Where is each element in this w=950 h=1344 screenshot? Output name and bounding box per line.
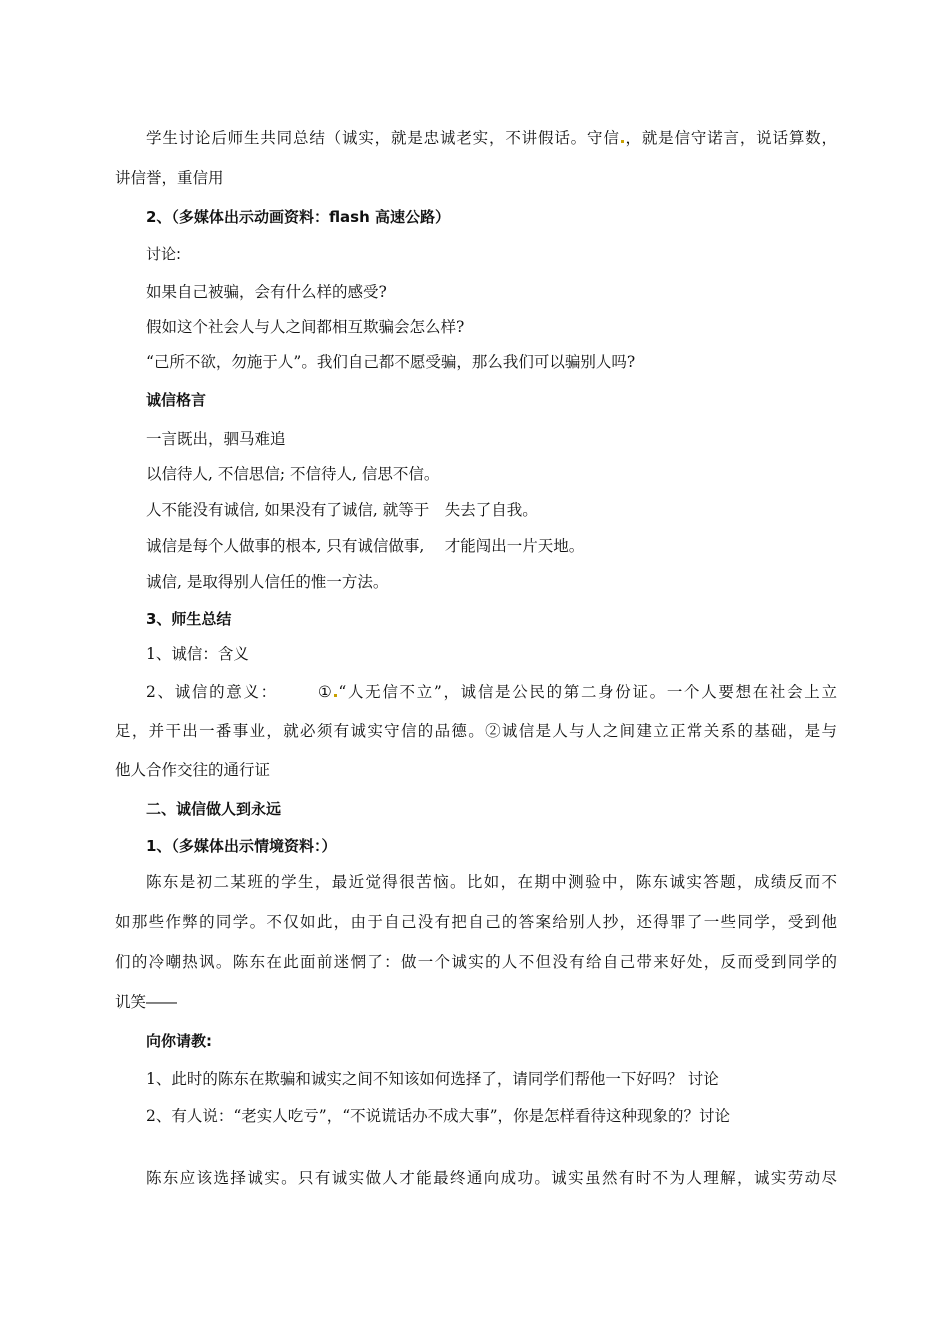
highlight-mark xyxy=(334,694,337,697)
story-line: 如那些作弊的同学。不仅如此，由于自己没有把自己的答案给别人抄，还得罪了一些同学，受到他 xyxy=(115,913,837,931)
maxim-item: 诚信是每个人做事的根本, 只有诚信做事, 才能闯出一片天地。 xyxy=(146,537,585,555)
maxim-item: 一言既出，驷马难追 xyxy=(146,430,286,448)
maxim-item: 以信待人, 不信思信; 不信待人, 信思不信。 xyxy=(146,465,440,483)
maxims-title: 诚信格言 xyxy=(146,391,207,409)
maxim-item: 人不能没有诚信, 如果没有了诚信, 就等于 失去了自我。 xyxy=(146,501,538,519)
highlight-mark xyxy=(621,140,624,143)
ask-label: 向你请教: xyxy=(146,1032,212,1050)
section-2-heading: 二、诚信做人到永远 xyxy=(146,800,282,818)
summary-item-1: 1、诚信：含义 xyxy=(146,645,249,663)
story-line: 们的冷嘲热讽。陈东在此面前迷惘了：做一个诚实的人不但没有给自己带来好处，反而受到同学的 xyxy=(115,953,837,971)
story-line: 陈东是初二某班的学生，最近觉得很苦恼。比如，在期中测验中，陈东诚实答题，成绩反而不 xyxy=(146,873,837,891)
maxim-item: 诚信, 是取得别人信任的惟一方法。 xyxy=(146,573,389,591)
paragraph-line: 足，并干出一番事业，就必须有诚实守信的品德。②诚信是人与人之间建立正常关系的基础，是与 xyxy=(115,722,837,740)
question-2: 假如这个社会人与人之间都相互欺骗会怎么样? xyxy=(146,318,465,336)
question-1: 如果自己被骗，会有什么样的感受? xyxy=(146,283,387,301)
paragraph-line: 学生讨论后师生共同总结（诚实，就是忠诚老实，不讲假话。守信 ，就是信守诺言，说话算数， xyxy=(146,129,837,147)
story-line: 讥笑―― xyxy=(115,993,178,1011)
paragraph-line: 讲信誉，重信用 xyxy=(115,169,224,187)
sub-heading: 1、（多媒体出示情境资料：） xyxy=(146,837,337,855)
final-paragraph: 陈东应该选择诚实。只有诚实做人才能最终通向成功。诚实虽然有时不为人理解，诚实劳动尽 xyxy=(146,1169,837,1187)
discussion-label: 讨论: xyxy=(146,245,182,263)
ask-question-1: 1、此时的陈东在欺骗和诚实之间不知该如何选择了，请同学们帮他一下好吗？ 讨论 xyxy=(146,1070,719,1088)
paragraph-line: 他人合作交往的通行证 xyxy=(115,761,271,779)
section-heading: 2、（多媒体出示动画资料：flash 高速公路） xyxy=(146,208,451,226)
summary-heading: 3、师生总结 xyxy=(146,610,232,628)
question-3: “己所不欲，勿施于人”。我们自己都不愿受骗，那么我们可以骗别人吗? xyxy=(146,353,636,371)
summary-item-2: 2、诚信的意义： ① “人无信不立”，诚信是公民的第二身份证。一个人要想在社会上立 xyxy=(146,683,837,701)
ask-question-2: 2、有人说：“老实人吃亏”，“不说谎话办不成大事”，你是怎样看待这种现象的？讨论 xyxy=(146,1107,731,1125)
